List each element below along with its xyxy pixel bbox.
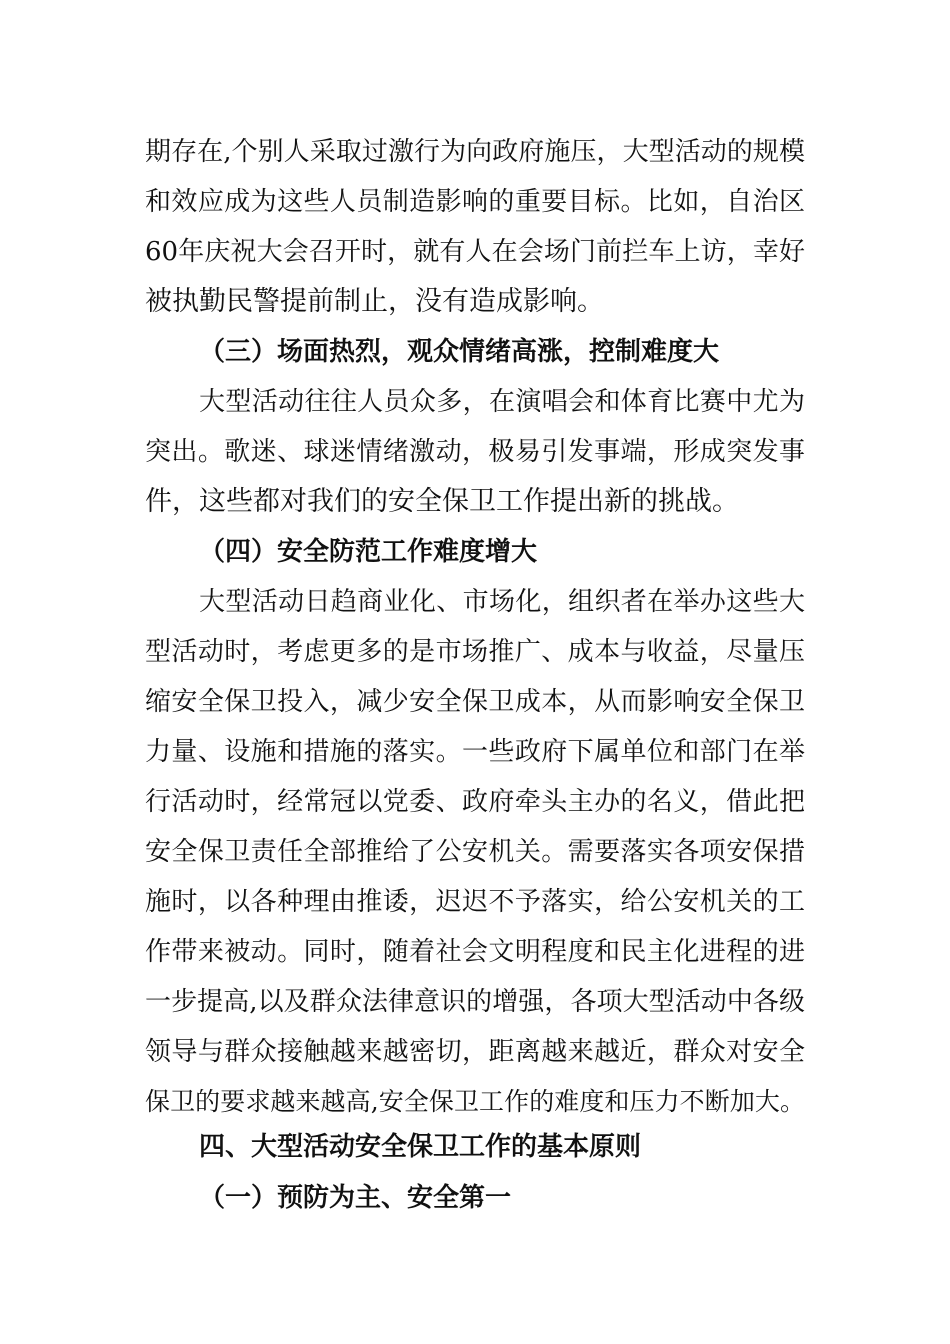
paragraph-line: 60年庆祝大会召开时，就有人在会场门前拦车上访，幸好 <box>145 237 805 267</box>
paragraph-line: 作带来被动。同时，随着社会文明程度和民主化进程的进 <box>145 937 805 967</box>
paragraph-line: 和效应成为这些人员制造影响的重要目标。比如，自治区 <box>145 187 805 217</box>
paragraph-line: 件，这些都对我们的安全保卫工作提出新的挑战。 <box>145 486 739 517</box>
paragraph-line: 一步提高,以及群众法律意识的增强，各项大型活动中各级 <box>145 987 805 1017</box>
section-subheading: （三）场面热烈，观众情绪高涨，控制难度大 <box>199 337 720 367</box>
paragraph-line: 型活动时，考虑更多的是市场推广、成本与收益，尽量压 <box>145 637 805 667</box>
paragraph-line: 安全保卫责任全部推给了公安机关。需要落实各项安保措 <box>145 837 805 867</box>
paragraph-line: 突出。歌迷、球迷情绪激动，极易引发事端，形成突发事 <box>145 437 805 467</box>
paragraph-line: 大型活动日趋商业化、市场化，组织者在举办这些大 <box>199 587 805 617</box>
paragraph-line: 被执勤民警提前制止，没有造成影响。 <box>145 286 604 317</box>
paragraph-line: 领导与群众接触越来越密切，距离越来越近，群众对安全 <box>145 1037 805 1067</box>
paragraph-line: 期存在,个别人采取过激行为向政府施压，大型活动的规模 <box>145 137 805 167</box>
section-subheading: （四）安全防范工作难度增大 <box>199 537 538 567</box>
paragraph-line: 大型活动往往人员众多，在演唱会和体育比赛中尤为 <box>199 387 805 417</box>
paragraph-line: 施时，以各种理由推诿，迟迟不予落实，给公安机关的工 <box>145 887 805 917</box>
paragraph-line: 力量、设施和措施的落实。一些政府下属单位和部门在举 <box>145 737 805 767</box>
paragraph-line: 行活动时，经常冠以党委、政府牵头主办的名义，借此把 <box>145 787 805 817</box>
paragraph-line: 保卫的要求越来越高,安全保卫工作的难度和压力不断加大。 <box>145 1087 805 1116</box>
section-subheading: （一）预防为主、安全第一 <box>199 1183 512 1213</box>
paragraph-line: 缩安全保卫投入，减少安全保卫成本，从而影响安全保卫 <box>145 687 805 717</box>
section-heading: 四、大型活动安全保卫工作的基本原则 <box>199 1132 642 1162</box>
